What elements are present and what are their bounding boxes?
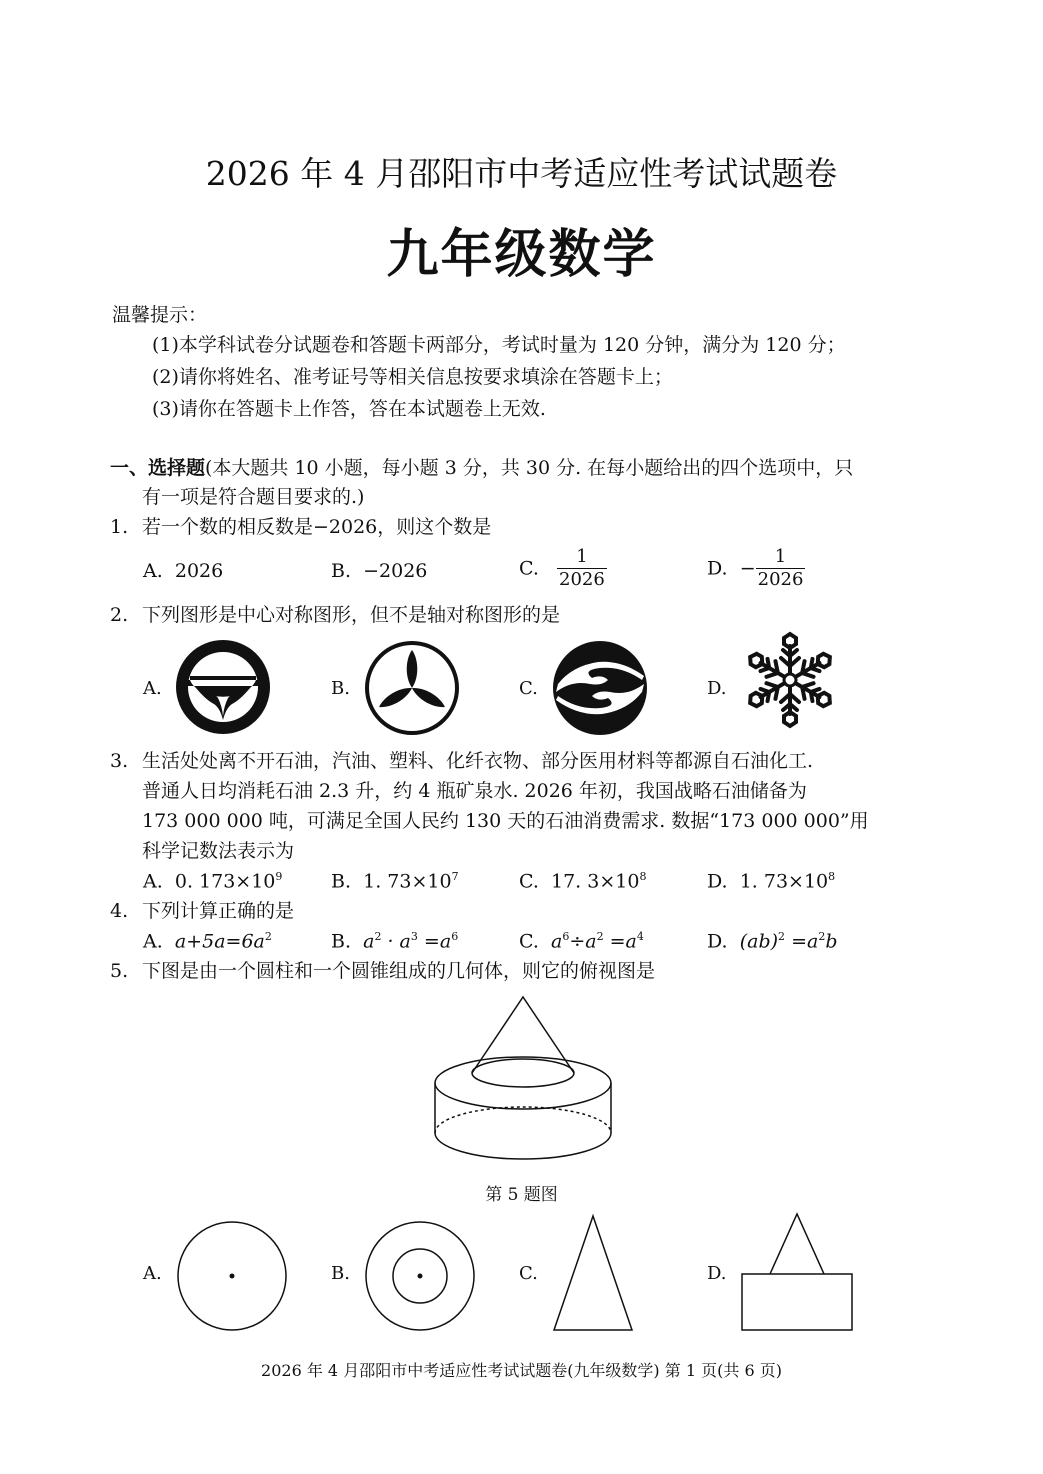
option-c-triangle-figure [552, 1214, 634, 1334]
question-number: 3. [110, 750, 129, 772]
question-number: 2. [110, 604, 129, 626]
question-text: 下图是由一个圆柱和一个圆锥组成的几何体，则它的俯视图是 [142, 960, 656, 982]
section-title: 一、选择题 [110, 457, 206, 479]
q5-label-a: A. [143, 1263, 162, 1284]
question-number: 1. [110, 516, 129, 538]
logo-a-icon [176, 640, 270, 734]
q5-label-c: C. [519, 1263, 538, 1284]
question-4 [110, 896, 940, 926]
q2-label-b: B. [331, 678, 350, 699]
section-desc: (本大题共 10 小题，每小题 3 分，共 30 分. 在每小题给出的四个选项中，只 [205, 457, 854, 479]
option-b-concentric-figure [364, 1220, 476, 1332]
q3-option-c: C. 17. $3\times 10^8$ [519, 870, 647, 893]
question-text: 生活处处离不开石油，汽油、塑料、化纤衣物、部分医用材料等都源自石油化工. [142, 750, 814, 772]
tip-item: (3)请你在答题卡上作答，答在本试题卷上无效. [152, 398, 546, 420]
option-d-front-view-figure [740, 1212, 854, 1334]
propeller-icon [364, 640, 460, 736]
section-header [110, 454, 940, 512]
question-number: 4. [110, 900, 129, 922]
option-a-circle-figure [176, 1220, 288, 1332]
question-3 [110, 746, 940, 866]
fraction: $\frac{1}{2026}$ [757, 546, 804, 590]
question-5 [110, 956, 940, 986]
q4-option-a: A. $a+5a=6a^2$ [143, 930, 272, 953]
section-desc-cont: 有一项是符合题目要求的.) [142, 486, 365, 508]
handshake-icon [552, 640, 648, 736]
q1-option-c: C. $\frac{1}{2026}$ [519, 546, 605, 590]
snowflake-icon [740, 632, 840, 728]
q2-label-a: A. [143, 678, 162, 699]
fraction: $\frac{1}{2026}$ [559, 546, 605, 590]
q4-option-b: B. $a^2 \cdot a^3 =a^6$ [331, 930, 459, 953]
q3-option-d: D. 1. $73\times 10^8$ [707, 870, 836, 893]
question-text-cont: 173 000 000 吨，可满足全国人民约 130 天的石油消费需求. 数据“173 000 000”用 [142, 810, 869, 832]
subject-title: 九年级数学 [386, 224, 657, 285]
q5-label-b: B. [331, 1263, 350, 1284]
tip-item: (2)请你将姓名、准考证号等相关信息按要求填涂在答题卡上； [152, 366, 673, 388]
question-2 [110, 600, 940, 630]
page-footer: 2026 年 4 月邵阳市中考适应性考试试题卷(九年级数学) 第 1 页(共 6 页) [261, 1361, 782, 1380]
q4-option-d: D. $(ab)^2 =a^2b$ [707, 930, 838, 953]
q3-option-a: A. 0. $173\times 10^9$ [143, 870, 283, 893]
question-text-cont: 普通人日均消耗石油 2.3 升，约 4 瓶矿泉水. 2026 年初，我国战略石油储备为 [142, 780, 807, 802]
tips-heading: 温馨提示： [112, 304, 208, 326]
q1-option-a: A. 2026 [143, 560, 224, 582]
q5-label-d: D. [707, 1263, 727, 1284]
question-text-cont: 科学记数法表示为 [142, 840, 295, 862]
q2-label-d: D. [707, 678, 727, 699]
cylinder-cone-figure [428, 995, 618, 1165]
q4-option-c: C. $a^6\div a^2 =a^4$ [519, 930, 644, 953]
tip-item: (1)本学科试卷分试题卷和答题卡两部分，考试时量为 120 分钟，满分为 120 分； [152, 334, 846, 356]
question-number: 5. [110, 960, 129, 982]
q3-option-b: B. 1. $73\times 10^7$ [331, 870, 459, 893]
question-1 [110, 512, 940, 542]
question-text: 下列计算正确的是 [142, 900, 295, 922]
q2-label-c: C. [519, 678, 538, 699]
q1-option-b: B. −2026 [331, 560, 428, 582]
q1-option-d: D. − $\frac{1}{2026}$ [707, 546, 804, 590]
exam-title: 2026 年 4 月邵阳市中考适应性考试试题卷 [205, 154, 838, 193]
question-text: 若一个数的相反数是−2026，则这个数是 [142, 516, 492, 538]
figure-caption: 第 5 题图 [485, 1185, 558, 1205]
question-text: 下列图形是中心对称图形，但不是轴对称图形的是 [142, 604, 561, 626]
